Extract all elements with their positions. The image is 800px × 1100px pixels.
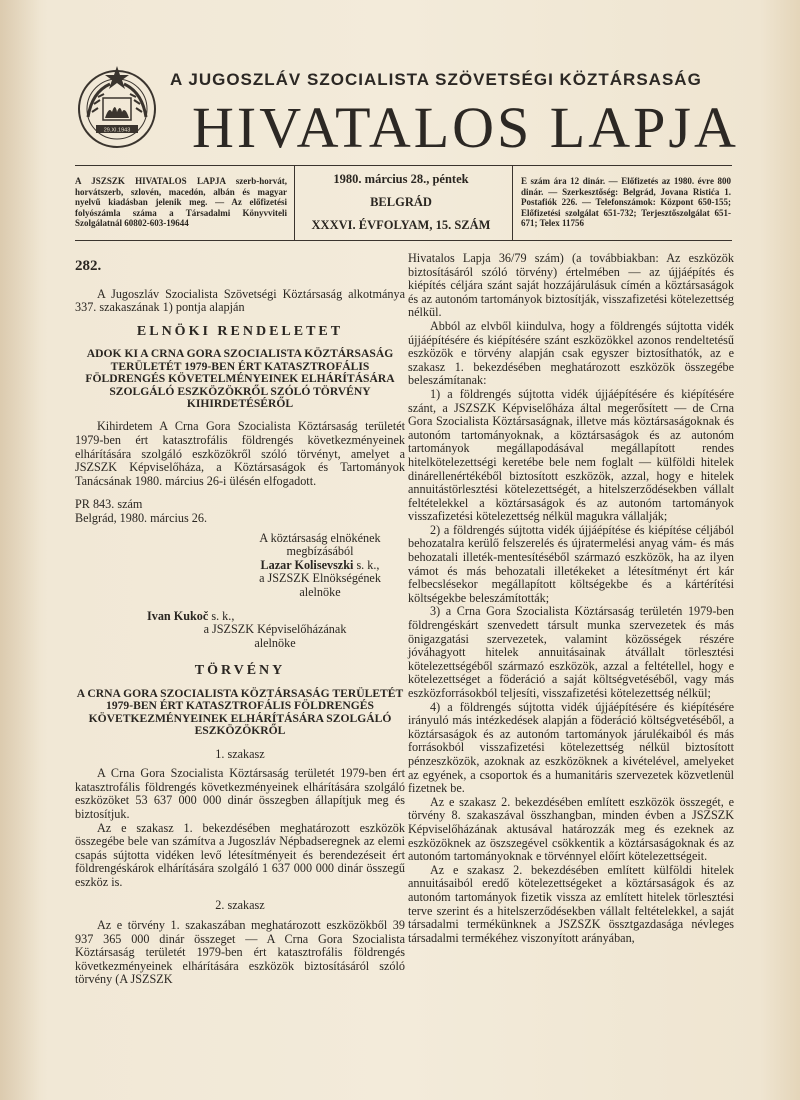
sig2-name: Ivan Kukoč [147,608,209,623]
header-price-info: E szám ára 12 dinár. — Előfizetés az 1980. évre 800 dinár. — Szerkesztőség: Belgrád, Jovana Ristića 1. Postafiók 226. — Telefonszámok: Központ 650-155; Előfizetési szolgálat 651-732; Terjesztőszolgálat 651-671; Telex 11756 [521,176,731,228]
state-emblem-icon [72,62,162,152]
list-item-4: 4) a földrengés sújtotta vidék újjáépítésére és kiépítésére irányuló más intézkedések alapján a föderáció költségvetéséből, a köztársaságok és az autonóm tartományok járulékaiból és más forrásokból visszafizetési kötelezettség nélkül biztosított pénzeszközök, azoknak az eszközöknek a kivételével, amelyeket az egyének, a csoportok és a humanitáris szervezetek közvetlenül fizetnek be. [408,699,734,796]
sig2-suffix: s. k., [208,608,235,623]
issue-volume: XXXVI. ÉVFOLYAM, 15. SZÁM [311,218,491,232]
signature-block-2 [145,610,405,651]
issue-date: 1980. március 28., péntek [333,172,469,186]
right-column [408,252,734,945]
decree-heading: ADOK KI A CRNA GORA SZOCIALISTA KÖZTÁRSASÁG TERÜLETÉT 1979-BEN ÉRT KATASZTROFÁLIS FÖLDRENGÉS KÖVETELMÉNYEINEK ELHÁRÍTÁSÁRA SZOLGÁLÓ ESZKÖZÖKRŐL SZÓLÓ TÖRVÉNY KIHIRDETÉSÉRŐL [85,347,395,410]
issue-city: BELGRÁD [370,195,432,209]
section1-paragraph2: Az e szakasz 1. bekezdésében meghatározott eszközök összegébe bele van számítva a Jugoszláv Népbadseregnek az elemi csapás sújtotta vidéken levő létesítményeit és berendezéseit ért földrengéskárok elhárítására szolgáló 1 637 000 000 dinár összegű eszköz is. [75,820,405,889]
header-bottom-rule [75,240,732,241]
sig1-line2: megbízásából [286,544,354,559]
emblem-date: 29.XI.1943 [103,127,131,134]
right-paragraph2: Abból az elvből kiindulva, hogy a földrengés sújtotta vidék újjáépítésére és kiépítésére szánt eszközökkel azonos rendeltetésű eszközök e törvény alapján csak egyszer biztosíthatók, az e szakasz 1. bekezdésében meghatározott eszközök összegébe beleszámítanak: [408,318,734,388]
header-subscription-info: A JSZSZK HIVATALOS LAPJA szerb-horvát, horvátszerb, szlovén, macedón, albán és magyar nyelvű kiadásban jelenik meg. — Az előfizetési folyószámla száma a Társadalmi Könyvviteli Szolgálatnál 60802-603-19644 [75,176,287,228]
header-divider-left [294,166,295,240]
list-item-2: 2) a földrengés sújtotta vidék újjáépítése és kiépítése céljából behozatalra kerülő felszerelés és újratermelési anyag vám- és más behozatali illeték-mentesítéséből származó eszközök, ha az ilyen vámot és más behozatali illetékeket a létesítményt ért kár felbecslésekor megállapított költségekbe és a kártérítési költségekbe beleszámították; [408,522,734,605]
law-title: TÖRVÉNY [194,663,286,679]
pr-number: PR 843. szám [75,497,143,512]
header-divider-right [512,166,513,240]
sig1-name-line [235,559,405,573]
decree-title: ELNÖKI RENDELETET [136,323,344,339]
right-paragraph1: Hivatalos Lapja 36/79 szám) (a továbbiakban: Az eszközök biztosításáról szóló törvény) értelmében — az újjáépítés és kiépítés céljára szánt saját hozzájárulásuk címén a köztársaságok és az autonóm tartományok biztosítják, visszafizetési kötelezettség nélkül. [408,251,734,320]
promulgation-paragraph: Kihirdetem A Crna Gora Szocialista Köztársaság területét 1979-ben ért katasztrofális földrengés következményeinek elhárítására szolgáló eszközökről szóló törvényt, amelyet a JSZSZK Képviselőháza, a Köztársaságok és Tartományok Tanácsának 1980. március 26-i ülésén elfogadott. [75,419,405,488]
sig1-line3: a JSZSZK Elnökségének [259,571,381,586]
section2-title: 2. szakasz [215,898,265,913]
gazette-title: HIVATALOS LAPJA [192,95,739,160]
right-paragraph3: Az e szakasz 2. bekezdésében említett eszközök összegét, e törvény 8. szakaszával összhangban, minden évben a JSZSZK Képviselőházának aktusával határozzák meg és ezeknek az eszközöknek az öszszegével csökkentik a köztársaságoknak és az autonóm tartományoknak e törvénnyel előírt kötelezettségeit. [408,794,734,864]
pr-date: Belgrád, 1980. március 26. [75,510,208,525]
list-item-3: 3) a Crna Gora Szocialista Köztársaság területén 1979-ben földrengéskárt szenvedett társult munka szervezetek és más önigazgatási szervezetek, valamint közösségek részére jóváhagyott hitelek annuitásainak átvállalt törlesztési kötelezettségéből származó eszközök, azzal a feltétellel, hogy e kötelezettséget a föderáció a saját költségvetéséből, vagy más eszközforrásokból teljesíti, visszafizetési kötelezettség nélkül; [408,604,734,700]
sig2-line2: a JSZSZK Képviselőházának [203,622,347,637]
page-fold-shadow [0,0,40,1100]
intro-paragraph: A Jugoszláv Szocialista Szövetségi Köztársaság alkotmánya 337. szakaszának 1) pontja alapján [75,286,405,315]
act-number: 282. [75,258,102,274]
signature-block-1 [235,532,405,600]
header-issue-block [302,172,500,233]
sig1-name: Lazar Kolisevszki [260,557,354,572]
header-top-rule [75,165,732,166]
section2-paragraph1: Az e törvény 1. szakaszában meghatározott eszközökből 39 937 365 000 dinár összeget — A Crna Gora Szocialista Köztársaság területét 1979-ben ért katasztrofális földrengés következményeinek elhárítására eszközök biztosításáról szóló törvény (A JSZSZK [75,918,405,987]
sig1-line4: alelnöke [299,584,341,599]
law-heading: A CRNA GORA SZOCIALISTA KÖZTÁRSASÁG TERÜLETÉT 1979-BEN ÉRT KATASZTROFÁLIS FÖLDRENGÉS KÖVETKEZMÉNYEINEK ELHÁRÍTÁSÁRA SZOLGÁLÓ ESZKÖZÖKRŐL [76,686,404,738]
sig2-name-line [145,610,405,624]
section1-paragraph1: A Crna Gora Szocialista Köztársaság területét 1979-ben ért katasztrofális földrengés következményeinek elhárítására szolgáló eszközöket 53 637 000 000 dinár összegben állapítjuk meg és biztosítjuk. [75,766,405,821]
list-item-1: 1) a földrengés sújtotta vidék újjáépítésére és kiépítésére szánt, a JSZSZK Képviselőháza által megerősített — de Crna Gora Szocialista Köztársaságnak, illetve más köztársaságoknak és autonóm tartományoknak, a köztársaságok és az autonóm tartományok megállapodásával megállapított rendes hitelkötelezettségi keretébe bele nem foglalt — külföldi hitelek dinárellenértékéből biztosított eszközök, azzal, hogy e hitelek annuitástörlesztési kötelezettségét, a hitelszerződésekben vállalt feltételekkel a köztársaságok és az autonóm tartományok visszafizetési kötelezettség nélkül magukra vállalják; [408,386,734,524]
right-paragraph4: Az e szakasz 2. bekezdésében említett külföldi hitelek annuitásaiból eredő kötelezettségeket a köztársaságok és az autonóm tartományok fizetik vissza az említett hitelek törlesztési terve szerint és a hitelszerződésekben vállalt feltételekkel, a saját társadalmi termékünknek a JSZSZK össztgazdasága névleges társadalmi termékéhez viszonyított arányában, [408,862,734,945]
sig1-suffix: s. k., [353,557,380,572]
republic-name: A JUGOSZLÁV SZOCIALISTA SZÖVETSÉGI KÖZTÁRSASÁG [170,70,702,89]
sig1-line1: A köztársaság elnökének [259,530,381,545]
sig2-line3: alelnöke [254,635,296,650]
section1-title: 1. szakasz [215,746,265,761]
left-column [75,252,405,987]
